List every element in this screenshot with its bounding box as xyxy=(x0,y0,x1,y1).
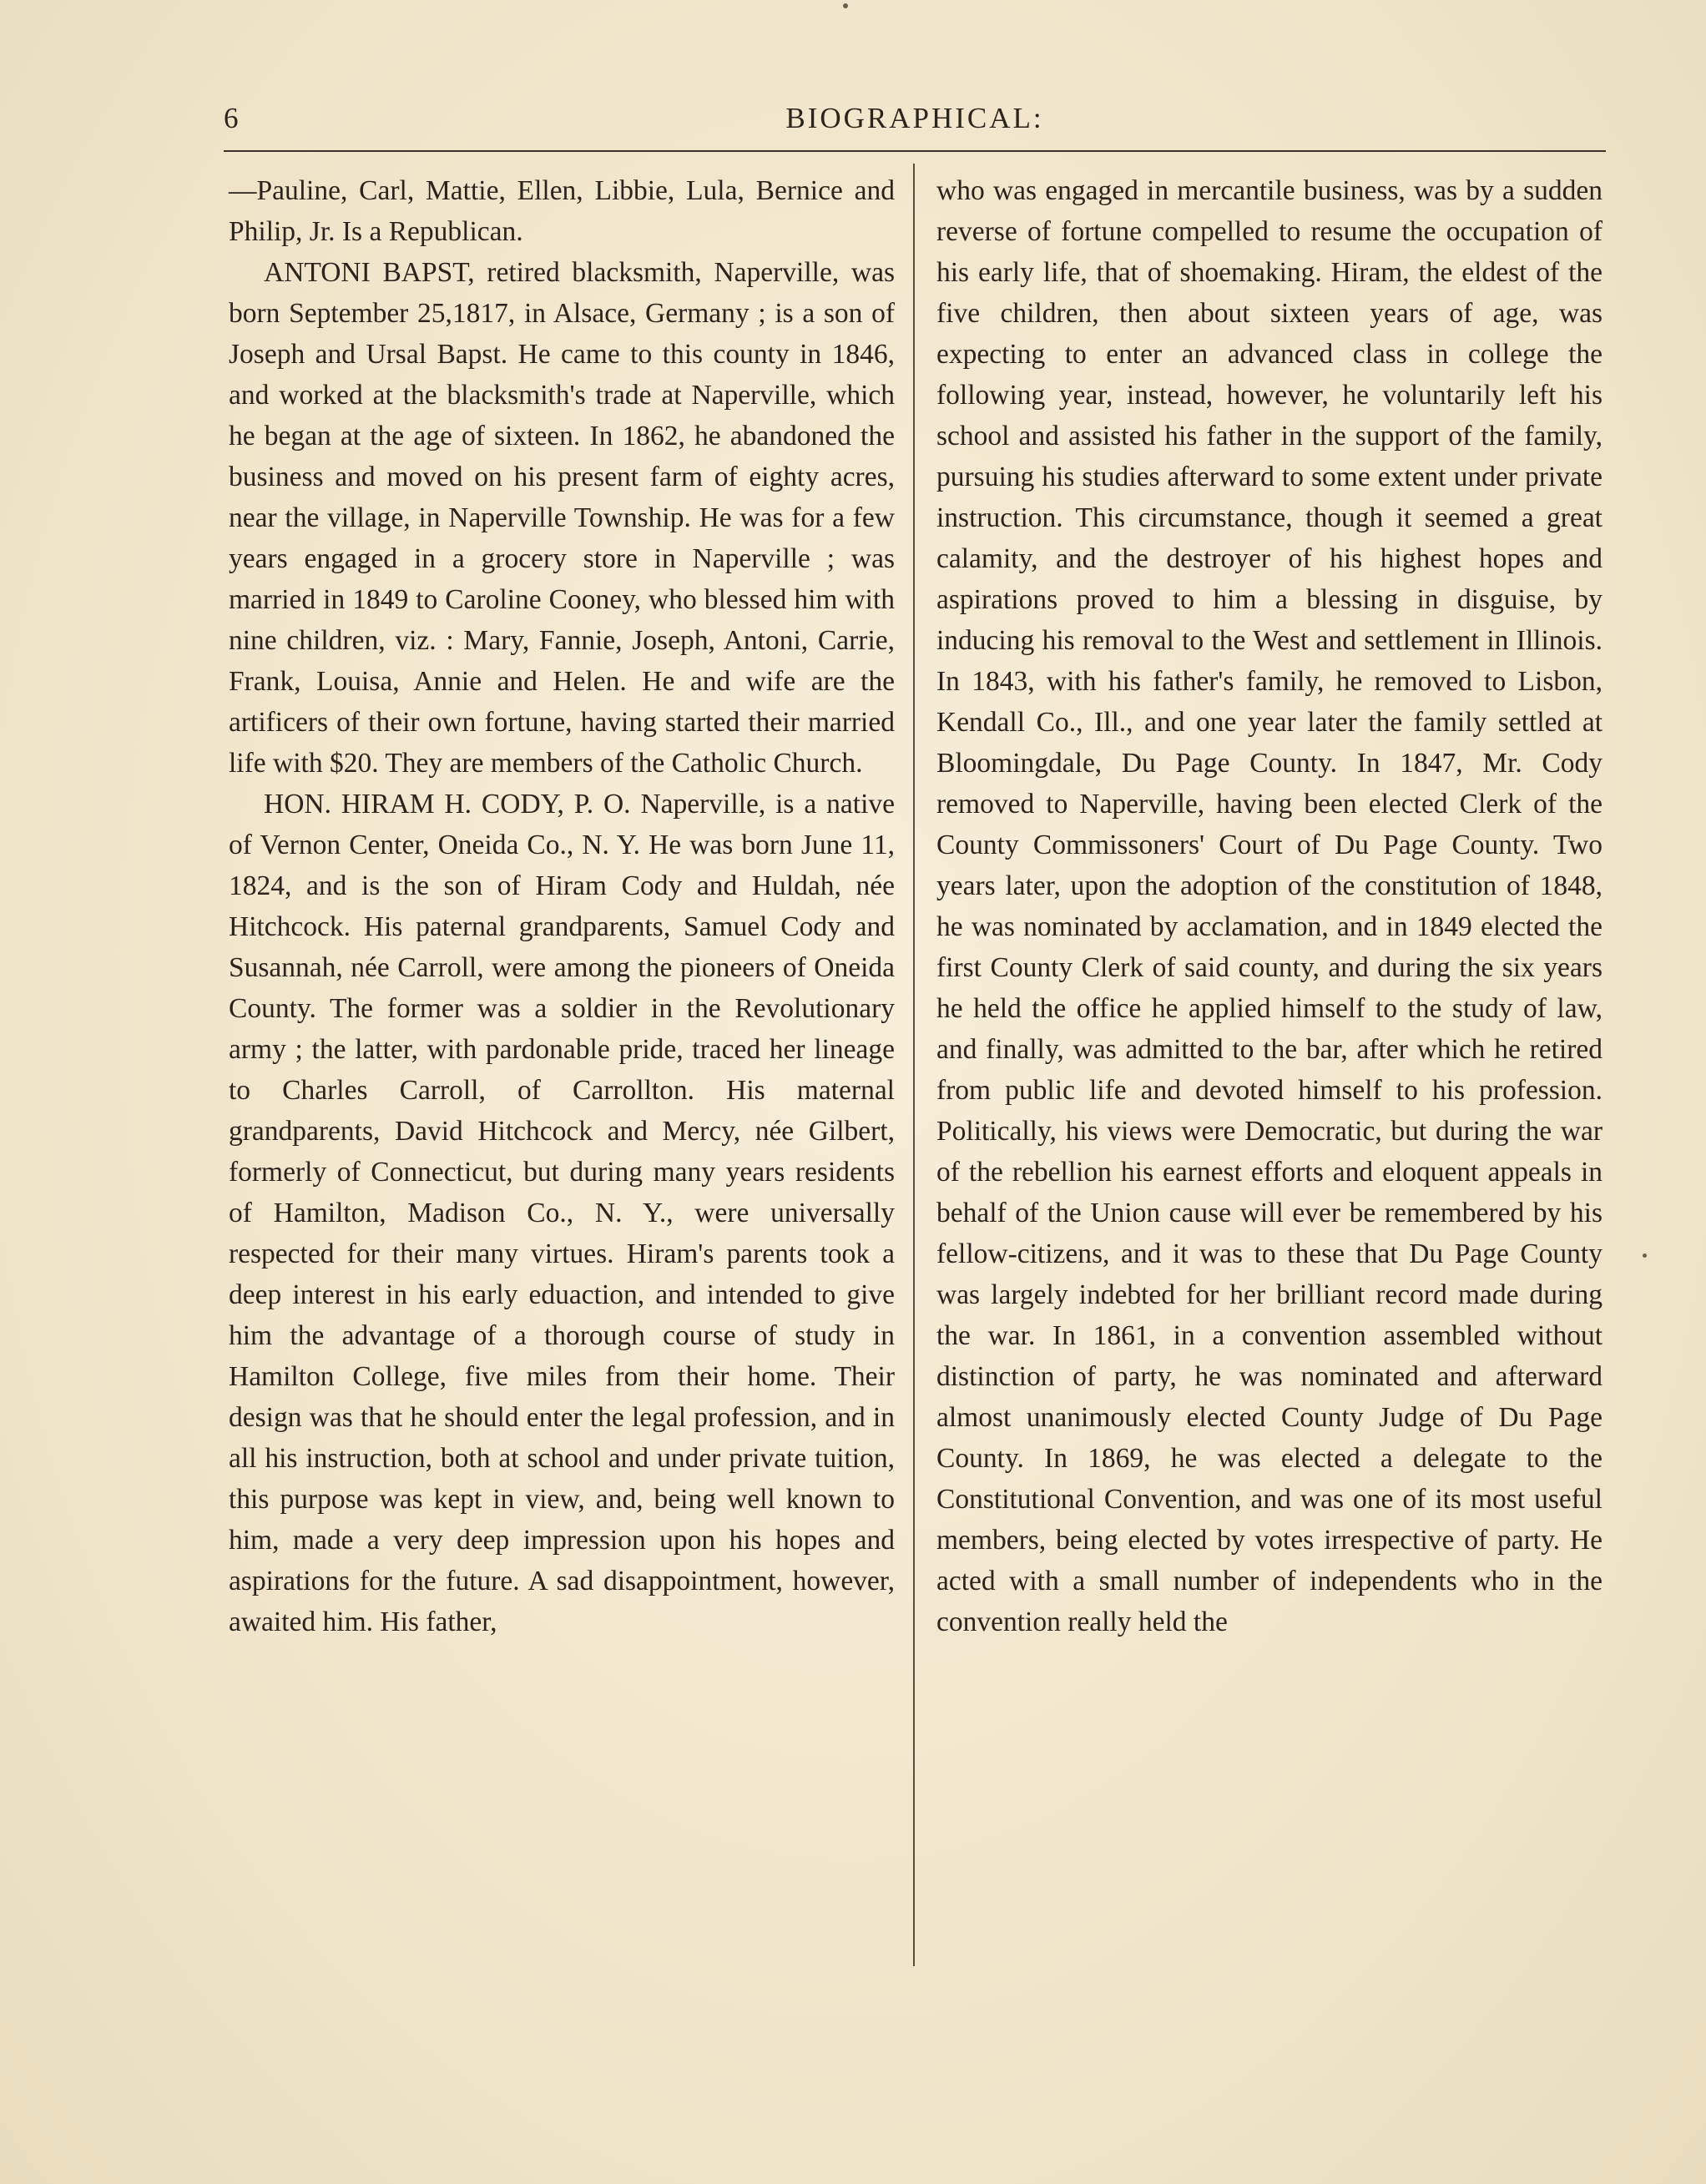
paragraph: ANTONI BAPST, retired blacksmith, Naperville, was born September 25,1817, in Alsace, Germany ; is a son of Joseph and Ursal Bapst. He came to this county in 1846, and worked at the blacksmith's trade at Naperville, which he began at the age of sixteen. In 1862, he abandoned the business and moved on his present farm of eighty acres, near the village, in Naperville Township. He was for a few years engaged in a grocery store in Naperville ; was married in 1849 to Caroline Cooney, who blessed him with nine children, viz. : Mary, Fannie, Joseph, Antoni, Carrie, Frank, Louisa, Annie and Helen. He and wife are the artificers of their own fortune, having started their married life with $20. They are members of the Catholic Church. xyxy=(229,257,895,779)
ink-speck xyxy=(1643,1253,1647,1258)
left-column xyxy=(229,170,895,1642)
header-rule xyxy=(224,150,1606,152)
paragraph: —Pauline, Carl, Mattie, Ellen, Libbie, Lula, Bernice and Philip, Jr. Is a Republican. xyxy=(229,175,895,247)
page-header xyxy=(224,102,1606,152)
column-divider xyxy=(913,164,915,1966)
running-head: BIOGRAPHICAL: xyxy=(785,102,1044,134)
right-column xyxy=(936,170,1603,1642)
paragraph: HON. HIRAM H. CODY, P. O. Naperville, is a native of Vernon Center, Oneida Co., N. Y. He was born June 11, 1824, and is the son of Hiram Cody and Huldah, née Hitchcock. His paternal grandparents, Samuel Cody and Susannah, née Carroll, were among the pioneers of Oneida County. The former was a soldier in the Revolutionary army ; the latter, with pardonable pride, traced her lineage to Charles Carroll, of Carrollton. His maternal grandparents, David Hitchcock and Mercy, née Gilbert, formerly of Connecticut, but during many years residents of Hamilton, Madison Co., N. Y., were universally respected for their many virtues. Hiram's parents took a deep interest in his early eduaction, and intended to give him the advantage of a thorough course of study in Hamilton College, five miles from their home. Their design was that he should enter the legal profession, and in all his instruction, both at school and under private tuition, this purpose was kept in view, and, being well known to him, made a very deep impression upon his hopes and aspirations for the future. A sad disappointment, however, awaited him. His father, xyxy=(229,789,895,1637)
paragraph: who was engaged in mercantile business, was by a sudden reverse of fortune compelled to resume the occupation of his early life, that of shoemaking. Hiram, the eldest of the five children, then about sixteen years of age, was expecting to enter an advanced class in college the following year, instead, however, he voluntarily left his school and assisted his father in the support of the family, pursuing his studies afterward to some extent under private instruction. This circumstance, though it seemed a great calamity, and the destroyer of his highest hopes and aspirations proved to him a blessing in disguise, by inducing his removal to the West and settlement in Illinois. In 1843, with his father's family, he removed to Lisbon, Kendall Co., Ill., and one year later the family settled at Bloomingdale, Du Page County. In 1847, Mr. Cody removed to Naperville, having been elected Clerk of the County Commissoners' Court of Du Page County. Two years later, upon the adoption of the constitution of 1848, he was nominated by acclamation, and in 1849 elected the first County Clerk of said county, and during the six years he held the office he applied himself to the study of law, and finally, was admitted to the bar, after which he retired from public life and devoted himself to his profession. Politically, his views were Democratic, but during the war of the rebellion his earnest efforts and eloquent appeals in behalf of the Union cause will ever be remembered by his fellow-citizens, and it was to these that Du Page County was largely indebted for her brilliant record made during the war. In 1861, in a convention assembled without distinction of party, he was nominated and afterward almost unanimously elected County Judge of Du Page County. In 1869, he was elected a delegate to the Constitutional Convention, and was one of its most useful members, being elected by votes irrespective of party. He acted with a small number of independents who in the convention really held the xyxy=(936,175,1603,1637)
page-number: 6 xyxy=(224,102,240,134)
ink-speck xyxy=(843,3,848,8)
